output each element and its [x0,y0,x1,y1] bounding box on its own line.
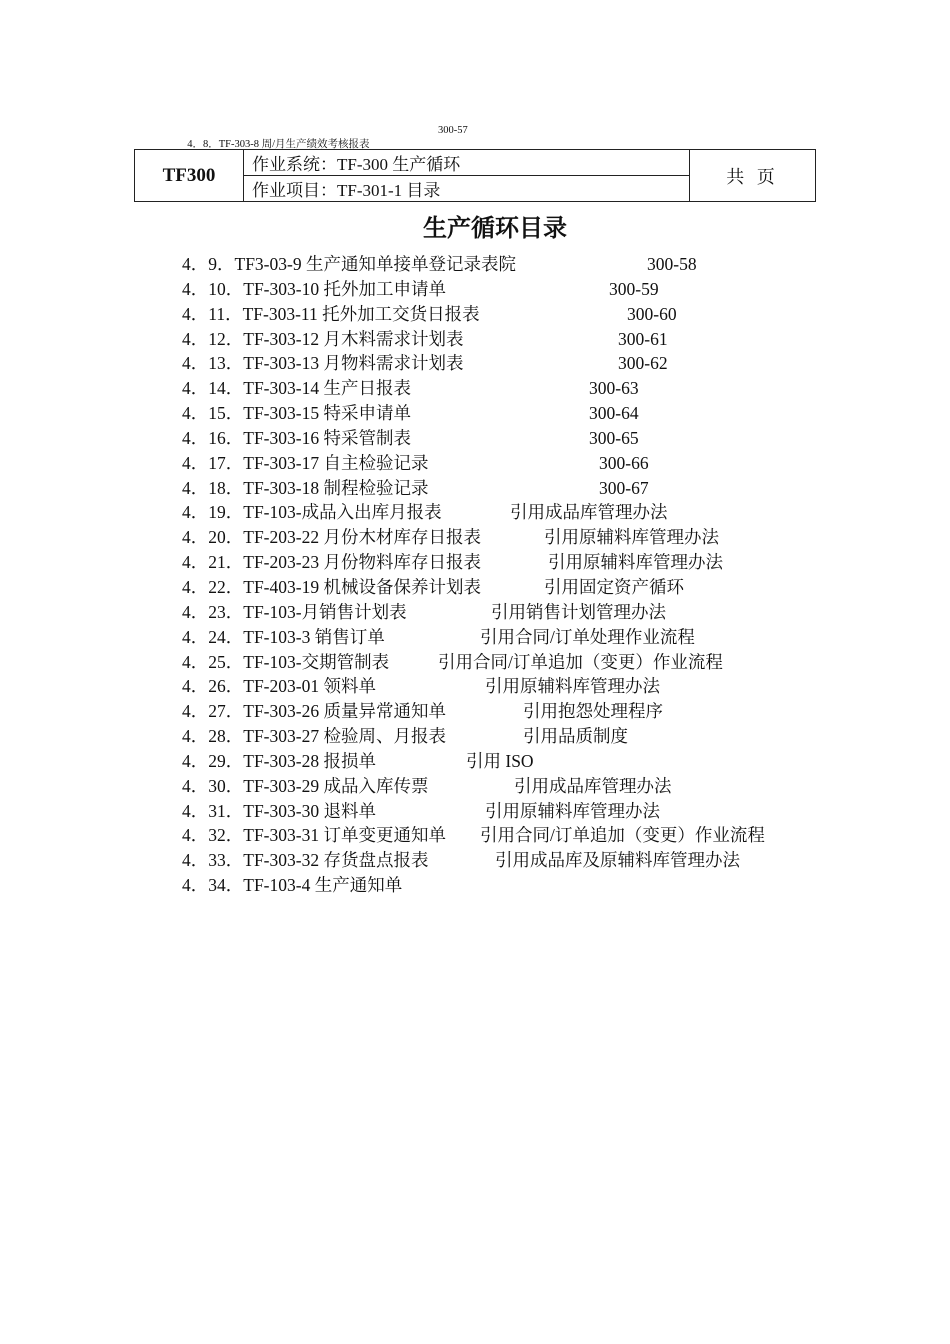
entry-text: 4．33．TF-303-32 存货盘点报表 [182,850,429,871]
entry-reference: 300-67 [599,477,649,498]
entry-reference: 引用成品库管理办法 [510,502,668,523]
entry-reference: 引用原辅料库管理办法 [485,676,660,697]
entry-text: 4．26．TF-203-01 领料单 [182,676,376,697]
contents-entry [182,351,822,376]
contents-entry [182,376,822,401]
contents-entry [182,625,822,650]
operation-system: 作业系统：TF-300 生产循环 [244,150,690,176]
contents-entry [182,252,822,277]
contents-entry [182,650,822,675]
entry-reference: 引用原辅料库管理办法 [485,800,660,821]
entry-text: 4．24．TF-103-3 销售订单 [182,626,385,647]
contents-entry [182,600,822,625]
contents-entry [182,724,822,749]
page-count: 共 页 [690,150,816,202]
entry-reference: 300-61 [618,328,668,349]
contents-entry [182,426,822,451]
entry-text: 4．22．TF-403-19 机械设备保养计划表 [182,576,481,597]
document-header-table [134,149,816,202]
operation-item: 作业项目：TF-301-1 目录 [244,176,690,202]
entry-reference: 引用 ISO [466,750,534,771]
contents-entry [182,327,822,352]
contents-entry [182,525,822,550]
entry-reference: 300-66 [599,452,649,473]
entry-text: 4．21．TF-203-23 月份物料库存日报表 [182,552,481,573]
entry-text: 4．13．TF-303-13 月物料需求计划表 [182,353,464,374]
entry-text: 4．9．TF3-03-9 生产通知单接单登记录表院 [182,254,516,274]
contents-entry [182,451,822,476]
contents-entry [182,699,822,724]
previous-entry-page: 300-57 [438,125,468,136]
entry-text: 4．34．TF-103-4 生产通知单 [182,875,403,896]
contents-entry [182,873,822,898]
entry-reference: 300-58 [647,254,697,274]
entry-reference: 引用成品库及原辅料库管理办法 [495,850,740,871]
entry-reference: 引用合同/订单追加（变更）作业流程 [438,651,723,672]
entry-reference: 引用销售计划管理办法 [491,601,666,622]
entry-text: 4．27．TF-303-26 质量异常通知单 [182,701,446,722]
contents-entry [182,674,822,699]
entry-text: 4．16．TF-303-16 特采管制表 [182,427,411,448]
previous-entry-text: 4．8．TF-303-8 周/月生产绩效考核报表 [187,139,370,150]
entry-text: 4．28．TF-303-27 检验周、月报表 [182,726,446,747]
contents-entry [182,575,822,600]
contents-entry [182,401,822,426]
entry-text: 4．14．TF-303-14 生产日报表 [182,378,411,399]
entry-text: 4．23．TF-103-月销售计划表 [182,601,407,622]
contents-entry [182,848,822,873]
entry-reference: 300-65 [589,427,639,448]
entry-reference: 引用成品库管理办法 [514,775,672,796]
entry-reference: 引用合同/订单追加（变更）作业流程 [480,825,765,846]
entry-text: 4．31．TF-303-30 退料单 [182,800,376,821]
entry-text: 4．12．TF-303-12 月木料需求计划表 [182,328,464,349]
entry-reference: 300-60 [627,303,677,324]
contents-list [182,252,822,898]
entry-reference: 引用品质制度 [523,726,628,747]
entry-reference: 引用固定资产循环 [544,576,684,597]
entry-text: 4．20．TF-203-22 月份木材库存日报表 [182,527,481,548]
page-title: 生产循环目录 [423,214,567,242]
contents-entry [182,799,822,824]
contents-entry [182,277,822,302]
entry-reference: 引用原辅料库管理办法 [548,552,723,573]
entry-reference: 引用原辅料库管理办法 [544,527,719,548]
entry-text: 4．15．TF-303-15 特采申请单 [182,403,411,424]
contents-entry [182,823,822,848]
contents-entry [182,476,822,501]
contents-entry [182,302,822,327]
entry-text: 4．25．TF-103-交期管制表 [182,651,390,672]
entry-reference: 300-63 [589,378,639,399]
entry-text: 4．19．TF-103-成品入出库月报表 [182,502,442,523]
entry-text: 4．32．TF-303-31 订单变更通知单 [182,825,446,846]
entry-reference: 300-62 [618,353,668,374]
entry-text: 4．18．TF-303-18 制程检验记录 [182,477,429,498]
entry-text: 4．17．TF-303-17 自主检验记录 [182,452,429,473]
entry-text: 4．10．TF-303-10 托外加工申请单 [182,278,446,299]
entry-reference: 300-64 [589,403,639,424]
entry-reference: 引用抱怨处理程序 [523,701,663,722]
contents-entry [182,500,822,525]
entry-text: 4．29．TF-303-28 报损单 [182,750,376,771]
contents-entry [182,749,822,774]
contents-entry [182,774,822,799]
cycle-code: TF300 [135,150,244,202]
entry-text: 4．11．TF-303-11 托外加工交货日报表 [182,303,480,324]
entry-reference: 300-59 [609,278,659,299]
contents-entry [182,550,822,575]
entry-reference: 引用合同/订单处理作业流程 [480,626,695,647]
entry-text: 4．30．TF-303-29 成品入库传票 [182,775,429,796]
